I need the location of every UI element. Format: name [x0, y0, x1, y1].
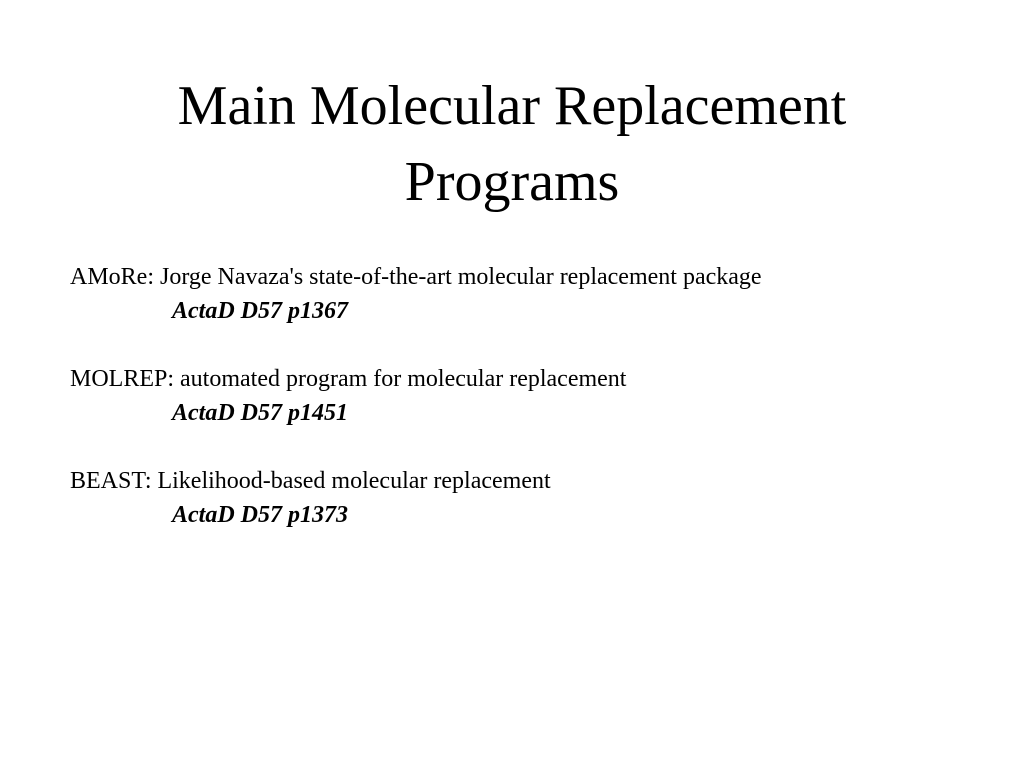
program-list	[70, 260, 970, 566]
program-entry-molrep	[70, 362, 970, 430]
program-entry-amore	[70, 260, 970, 328]
slide-title-line-2: Programs	[404, 151, 620, 213]
program-description: MOLREP: automated program for molecular replacement	[70, 366, 627, 392]
slide-title-line-1: Main Molecular Replacement	[177, 75, 847, 137]
program-entry-beast	[70, 464, 970, 532]
slide-title	[0, 68, 1024, 220]
program-reference: ActaD D57 p1451	[172, 400, 348, 426]
program-reference: ActaD D57 p1367	[172, 298, 348, 324]
program-reference: ActaD D57 p1373	[172, 502, 348, 528]
program-description: BEAST: Likelihood-based molecular replacement	[70, 468, 551, 494]
program-description: AMoRe: Jorge Navaza's state-of-the-art molecular replacement package	[70, 264, 762, 290]
